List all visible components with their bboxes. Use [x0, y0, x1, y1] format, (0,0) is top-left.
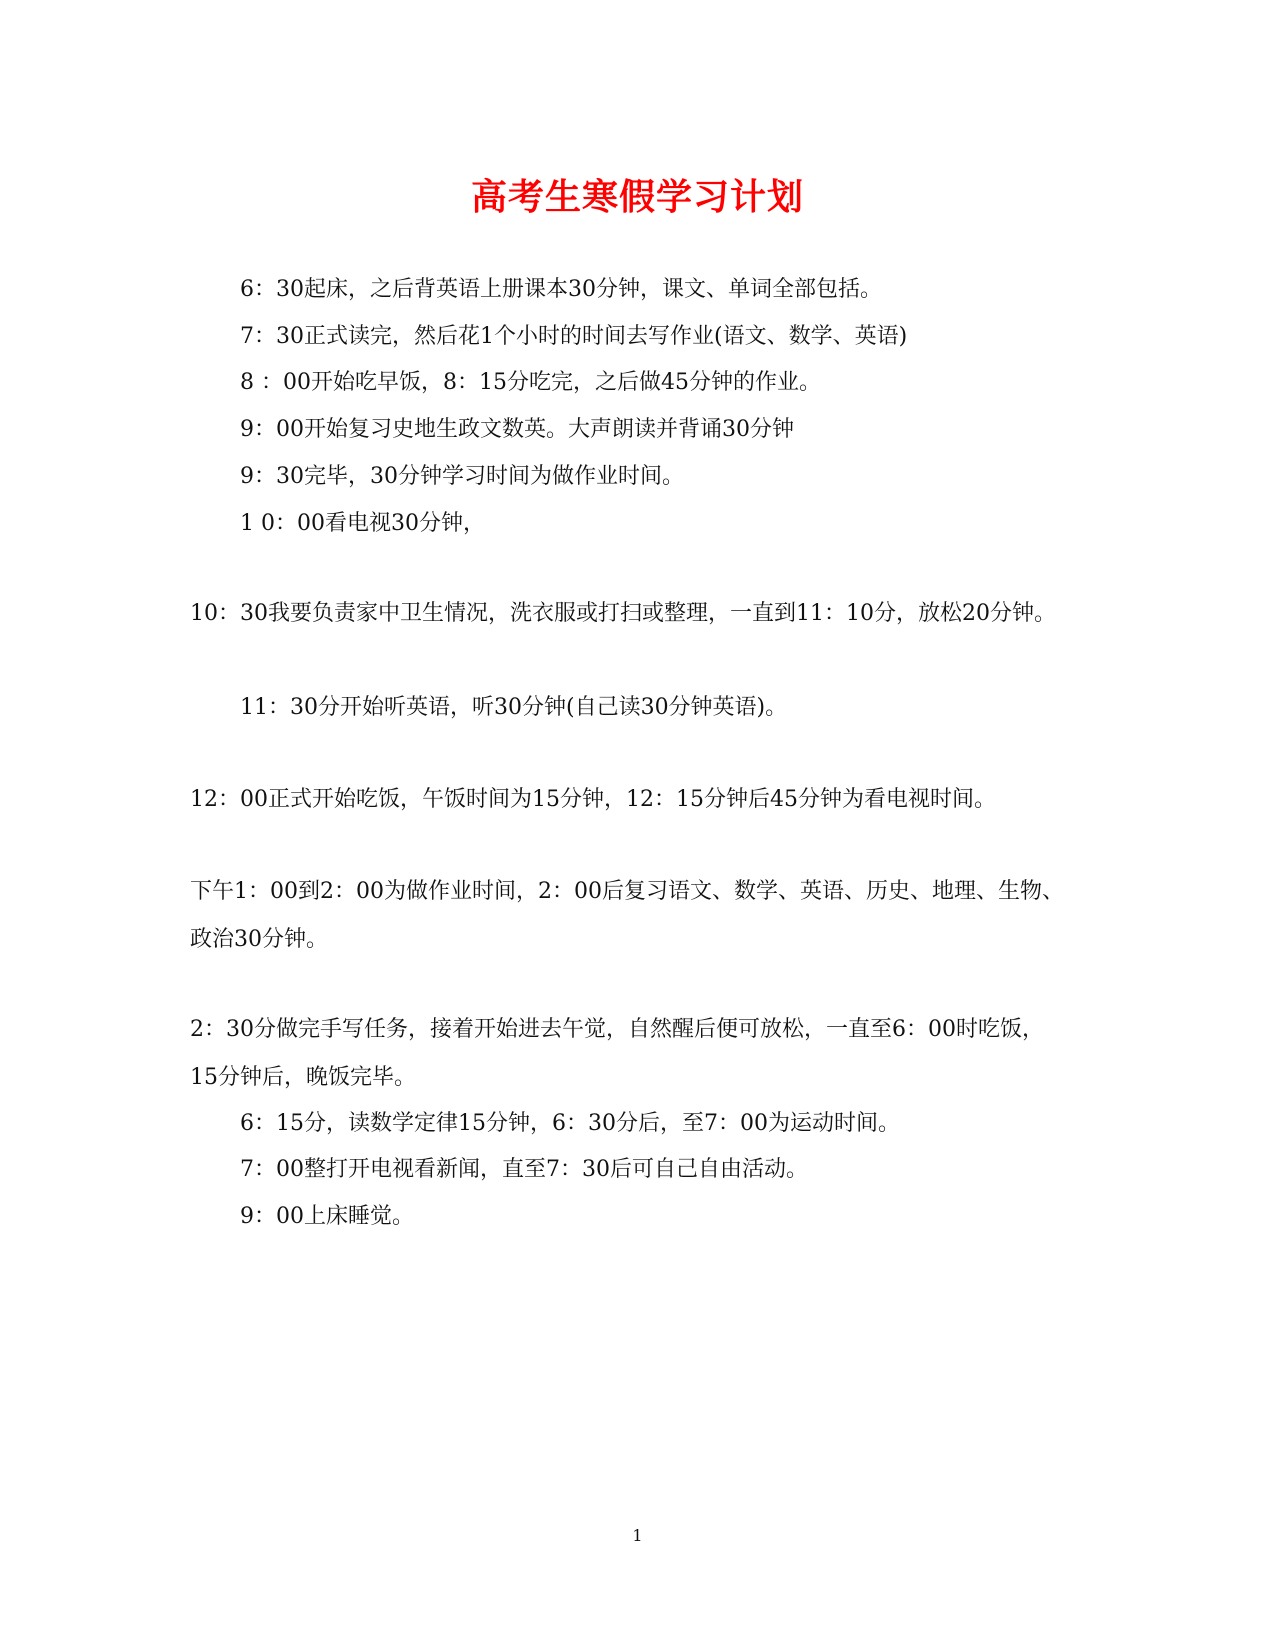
paragraph-12: 6：15分，读数学定律15分钟，6：30分后，至7：00为运动时间。	[240, 1111, 900, 1136]
paragraph-3: 8 ：00开始吃早饭，8：15分吃完，之后做45分钟的作业。	[240, 370, 821, 395]
paragraph-10: 下午1：00到2：00为做作业时间，2：00后复习语文、数学、英语、历史、地理、生物、政治30分钟。	[190, 879, 1064, 952]
paragraph-4: 9：00开始复习史地生政文数英。大声朗读并背诵30分钟	[240, 417, 794, 442]
paragraph-11: 2：30分做完手写任务，接着开始进去午觉，自然醒后便可放松，一直至6：00时吃饭，15分钟后，晚饭完毕。	[190, 1017, 1044, 1090]
paragraph-5: 9：30完毕，30分钟学习时间为做作业时间。	[240, 464, 684, 489]
paragraph-8: 11：30分开始听英语，听30分钟(自己读30分钟英语)。	[240, 695, 788, 720]
paragraph-9: 12：00正式开始吃饭，午饭时间为15分钟，12：15分钟后45分钟为看电视时间。	[190, 787, 996, 812]
paragraph-2: 7：30正式读完，然后花1个小时的时间去写作业(语文、数学、英语)	[240, 324, 908, 349]
paragraph-13: 7：00整打开电视看新闻，直至7：30后可自己自由活动。	[240, 1157, 808, 1182]
document-title: 高考生寒假学习计划	[470, 176, 804, 218]
paragraph-7: 10：30我要负责家中卫生情况，洗衣服或打扫或整理，一直到11：10分，放松20分钟。	[190, 601, 1056, 626]
paragraph-14: 9：00上床睡觉。	[240, 1204, 414, 1229]
paragraph-1: 6：30起床，之后背英语上册课本30分钟，课文、单词全部包括。	[240, 277, 882, 302]
page-number: 1	[632, 1526, 643, 1545]
paragraph-6: 1 0：00看电视30分钟，	[240, 511, 485, 536]
